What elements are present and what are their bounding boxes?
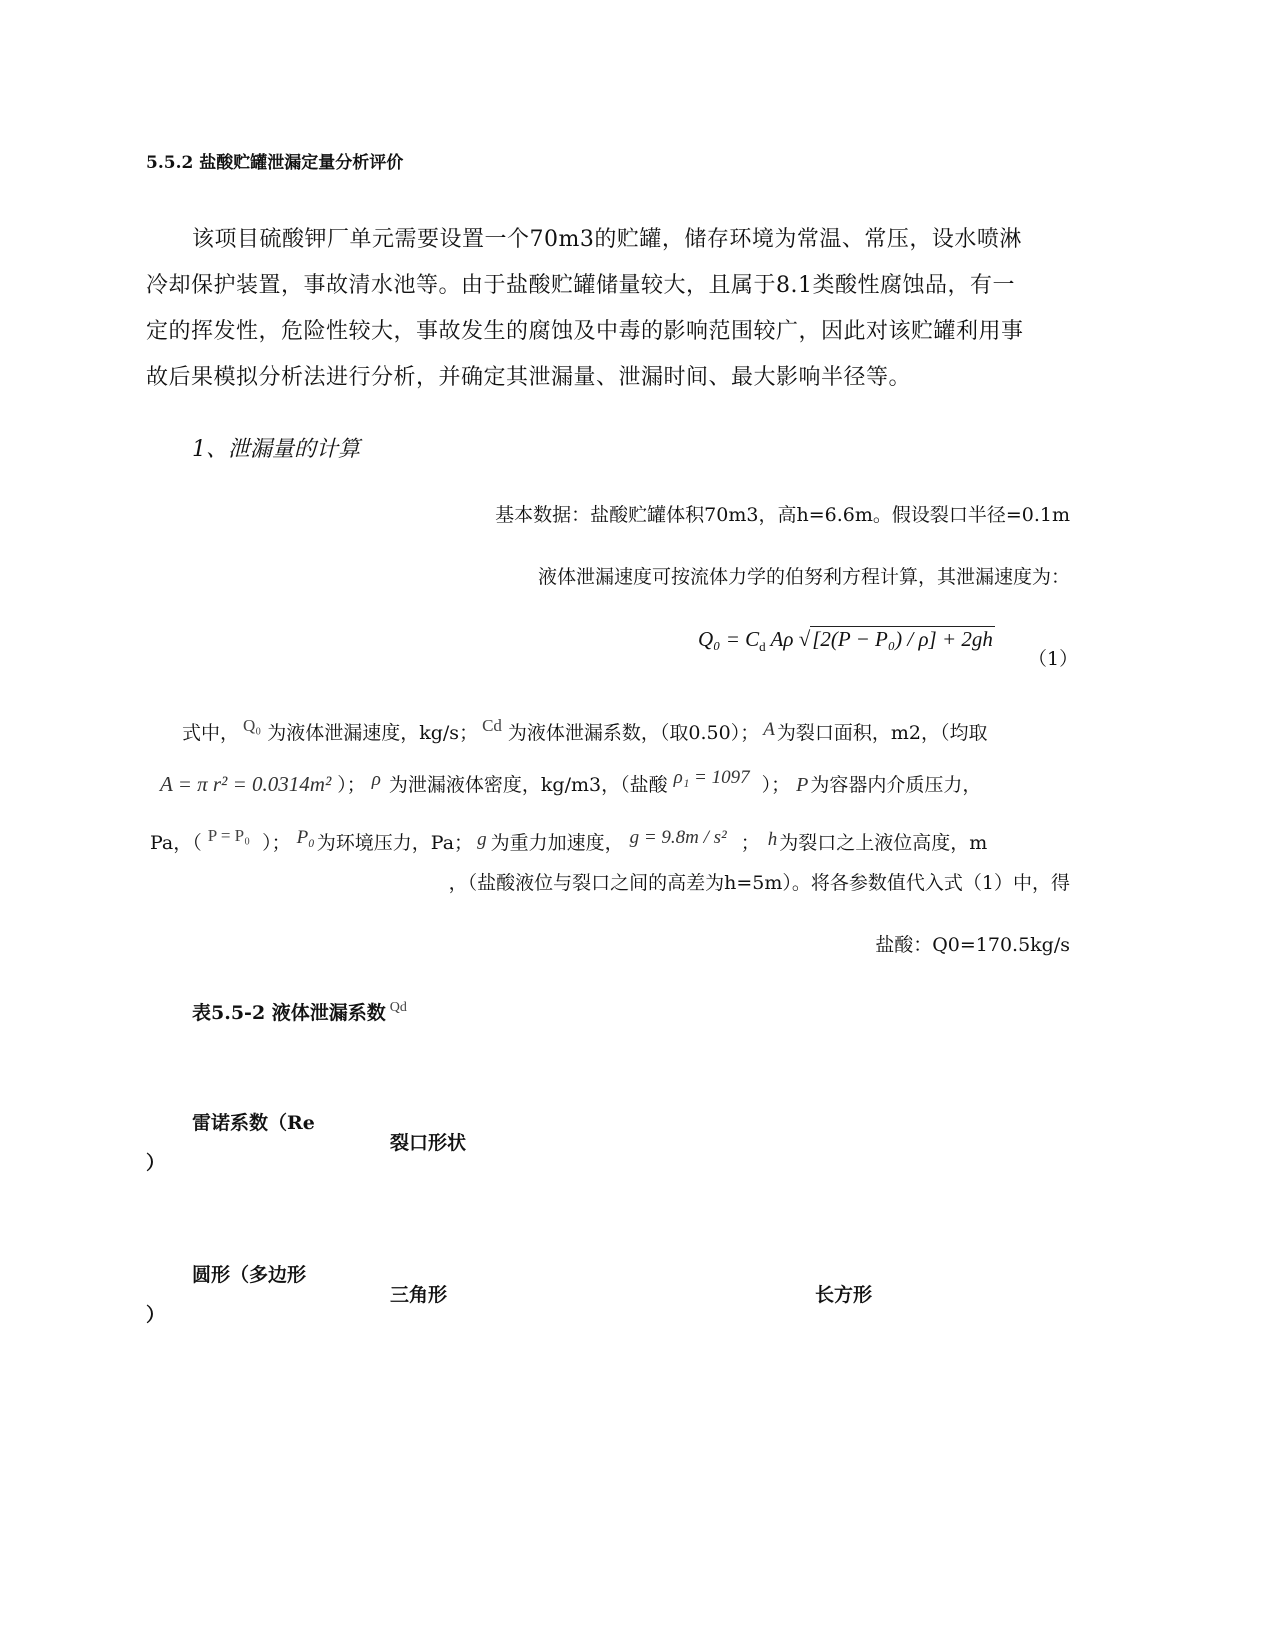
formula-lhs: Q₀ = C [698, 627, 760, 651]
gravity-value: g = 9.8m / s² [629, 827, 727, 848]
symbol-rho1: ρ₁ = 1097 [673, 767, 750, 788]
table-title-symbol: Qd [389, 1000, 407, 1015]
velocity-intro: 液体泄漏速度可按流体力学的伯努利方程计算，其泄漏速度为： [537, 566, 1070, 588]
paragraph-line-2: 冷却保护装置，事故清水池等。由于盐酸贮罐储量较大，且属于8.1类酸性腐蚀品，有一 [146, 273, 1015, 298]
symbol-P: P [796, 774, 809, 796]
section-title: 5.5.2 盐酸贮罐泄漏定量分析评价 [146, 153, 404, 173]
explanation-line-1 [182, 718, 987, 745]
expl-text: 为泄漏液体密度，kg/m3，（盐酸 [388, 774, 668, 796]
expl-text: ）； [337, 774, 366, 796]
area-formula: A = π r² = 0.0314m² [160, 772, 332, 796]
col-triangle: 三角形 [390, 1284, 448, 1306]
header-crack-shape: 裂口形状 [390, 1132, 467, 1154]
paragraph-line-4: 故后果模拟分析法进行分析，并确定其泄漏量、泄漏时间、最大影响半径等。 [146, 365, 912, 390]
expl-text: 为裂口之上液位高度，m [779, 832, 988, 854]
expl-text: 为液体泄漏速度，kg/s； [267, 722, 479, 744]
header-reynolds-close: ） [146, 1152, 166, 1174]
subheading: 1、泄漏量的计算 [192, 437, 360, 462]
symbol-p-eq: P = P₀ [207, 826, 251, 845]
table-title [192, 998, 407, 1025]
formula-lhs-sub: d [759, 639, 766, 655]
header-reynolds: 雷诺系数（Re [192, 1112, 315, 1134]
symbol-g: g [477, 829, 487, 850]
symbol-rho: ρ [371, 769, 381, 790]
result: 盐酸：Q0=170.5kg/s [875, 934, 1070, 956]
symbol-P0: P₀ [296, 827, 315, 848]
explanation-line-3 [150, 828, 987, 855]
symbol-cd: Cd [482, 716, 502, 735]
explanation-line-4: ，（盐酸液位与裂口之间的高差为h=5m）。将各参数值代入式（1）中，得 [448, 872, 1070, 894]
col-circle: 圆形（多边形 [192, 1264, 307, 1286]
expl-text: 为液体泄漏系数，（取0.50）； [507, 722, 760, 744]
expl-text: ）； [761, 774, 791, 796]
expl-text: ； [740, 832, 760, 854]
expl-text: 式中， [182, 722, 240, 744]
explanation-line-2 [160, 767, 982, 797]
expl-text: ）； [262, 832, 291, 854]
col-rectangle: 长方形 [815, 1284, 873, 1306]
symbol-h: h [767, 829, 778, 850]
expl-text: 为环境压力，Pa； [316, 832, 474, 854]
paragraph-line-3: 定的挥发性，危险性较大，事故发生的腐蚀及中毒的影响范围较广，因此对该贮罐利用事 [146, 319, 1024, 344]
paragraph-line-1: 该项目硫酸钾厂单元需要设置一个70m3的贮罐，储存环境为常温、常压，设水喷淋 [192, 227, 1022, 252]
symbol-q0: Q₀ [243, 716, 262, 735]
sqrt-symbol: √ [798, 627, 811, 651]
expl-text: Pa，（ [150, 832, 202, 854]
expl-text: 为重力加速度， [490, 832, 624, 854]
formula-number: （1） [1028, 648, 1079, 670]
leak-rate-formula [698, 626, 995, 655]
col-circle-close: ） [146, 1304, 166, 1326]
expl-text: 为容器内介质压力， [810, 774, 982, 796]
expl-text: 为裂口面积，m2，（均取 [776, 722, 988, 744]
basic-data: 基本数据：盐酸贮罐体积70m3，高h=6.6m。假设裂口半径=0.1m [495, 504, 1070, 526]
formula-mid: Aρ [765, 627, 799, 651]
symbol-A: A [763, 719, 775, 740]
formula-radicand: [2(P − P₀) / ρ] + 2gh [812, 627, 993, 651]
table-title-text: 表5.5-2 液体泄漏系数 [192, 1002, 386, 1024]
